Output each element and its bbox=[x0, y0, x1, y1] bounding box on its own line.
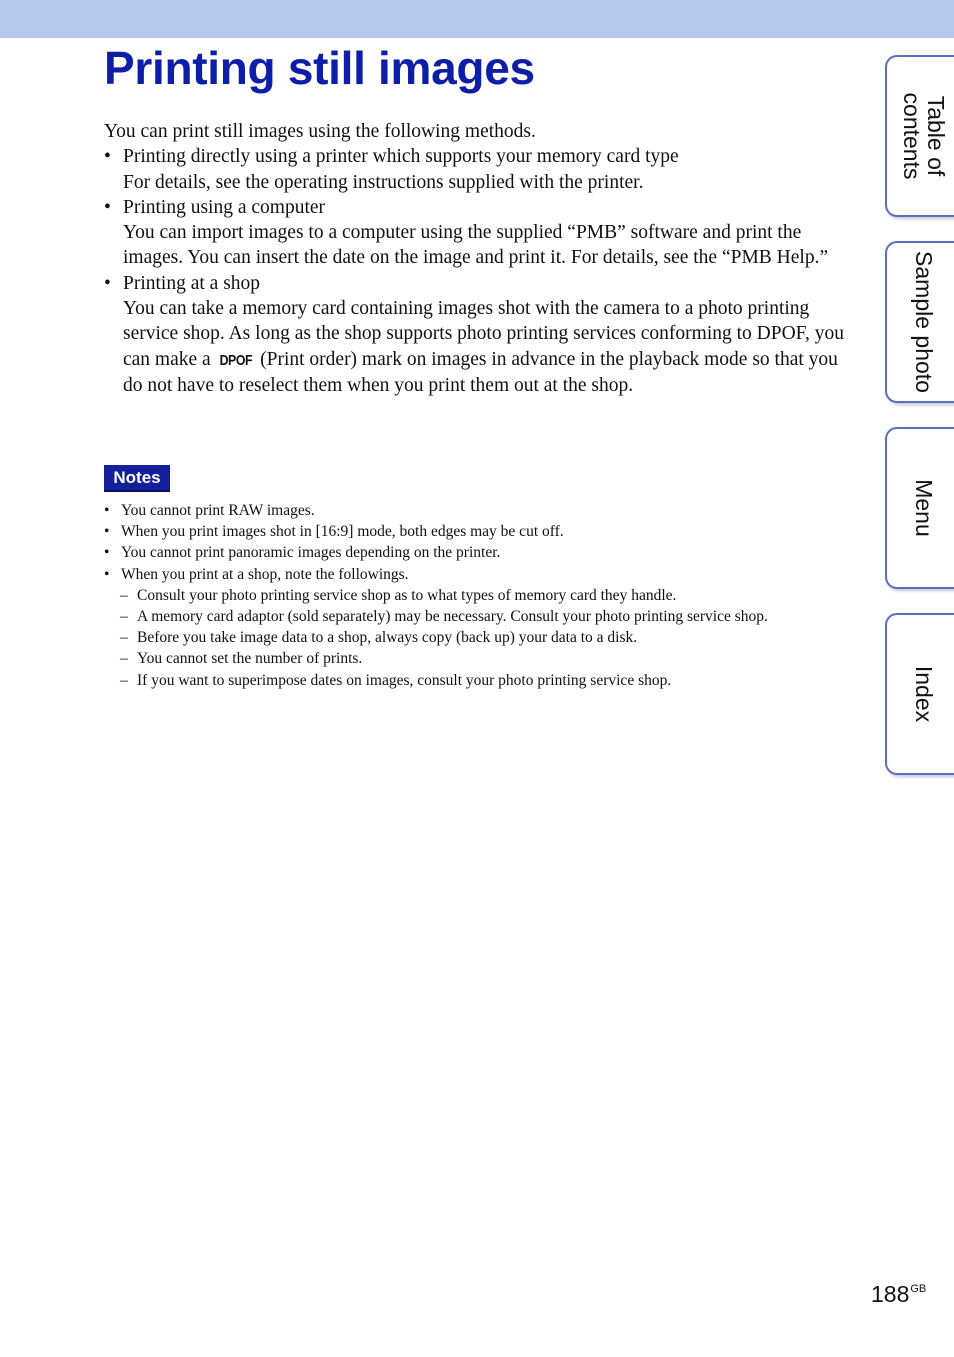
bullet-dot: • bbox=[104, 502, 110, 519]
dash-marker: – bbox=[120, 671, 128, 689]
method-detail: You can import images to a computer using the supplied “PMB” software and print the images. You can insert the date on the image and print it. For details, see the “PMB Help.” bbox=[123, 222, 829, 269]
tab-label: Index bbox=[910, 665, 937, 723]
body-text bbox=[104, 119, 849, 398]
tab-index[interactable] bbox=[885, 613, 954, 775]
dpof-print-order-icon: DPOF bbox=[219, 351, 252, 369]
note-text: When you print images shot in [16:9] mode, both edges may be cut off. bbox=[121, 523, 564, 541]
subnote-text: If you want to superimpose dates on images, consult your photo printing service shop. bbox=[137, 671, 672, 689]
tab-label: Sample photo bbox=[910, 251, 937, 393]
method-heading: Printing at a shop bbox=[123, 272, 261, 294]
note-text: When you print at a shop, note the followings. bbox=[121, 565, 409, 583]
bullet-dot: • bbox=[104, 272, 111, 294]
notes-badge: Notes bbox=[104, 465, 170, 492]
dash-marker: – bbox=[120, 650, 128, 668]
top-color-band bbox=[0, 0, 954, 38]
subnote-item bbox=[104, 585, 854, 606]
note-item bbox=[104, 521, 854, 542]
method-printer bbox=[104, 144, 849, 195]
bullet-dot: • bbox=[104, 196, 111, 218]
method-detail-text-continued: (Print order) mark on images in advance in the playback mode so that you do not have to reselect them when you print them out at the shop. bbox=[123, 348, 838, 396]
bullet-dot: • bbox=[104, 544, 110, 562]
bullet-dot: • bbox=[104, 523, 110, 541]
bullet-dot: • bbox=[104, 565, 110, 583]
subnote-text: Consult your photo printing service shop as to what types of memory card they handle. bbox=[137, 586, 677, 604]
subnote-item bbox=[104, 670, 854, 691]
subnote-text: You cannot set the number of prints. bbox=[137, 650, 363, 668]
method-detail: For details, see the operating instructions supplied with the printer. bbox=[123, 171, 644, 193]
method-detail bbox=[123, 296, 849, 398]
dash-marker: – bbox=[120, 629, 128, 647]
page-number bbox=[871, 1281, 926, 1308]
tab-sample-photo[interactable] bbox=[885, 241, 954, 403]
page-title: Printing still images bbox=[104, 42, 535, 94]
subnote-item bbox=[104, 606, 854, 627]
tab-table-of-contents[interactable] bbox=[885, 55, 954, 217]
tab-label: Menu bbox=[910, 479, 937, 537]
page-number-suffix: GB bbox=[910, 1283, 927, 1295]
tab-label bbox=[900, 93, 948, 180]
subnote-text: Before you take image data to a shop, always copy (back up) your data to a disk. bbox=[137, 629, 638, 647]
subnote-text: A memory card adaptor (sold separately) may be necessary. Consult your photo printing service shop. bbox=[137, 608, 768, 626]
note-item bbox=[104, 564, 854, 585]
tab-label-line: Table of bbox=[922, 95, 949, 177]
page-number-value: 188 bbox=[871, 1281, 910, 1307]
method-detail-text: You can take a memory card containing images shot with the camera to a photo printing service shop. As long as the shop supports photo printing services conforming to DPOF, you can make a bbox=[123, 298, 844, 370]
subnote-item bbox=[104, 627, 854, 648]
dash-marker: – bbox=[120, 586, 128, 604]
dash-marker: – bbox=[120, 608, 128, 626]
method-computer bbox=[104, 195, 849, 271]
note-text: You cannot print RAW images. bbox=[121, 502, 315, 519]
method-heading: Printing directly using a printer which supports your memory card type bbox=[123, 146, 679, 168]
note-item bbox=[104, 542, 854, 563]
note-item bbox=[104, 500, 854, 521]
tab-label-line: contents bbox=[898, 92, 925, 180]
note-text: You cannot print panoramic images depending on the printer. bbox=[121, 544, 501, 562]
tab-menu[interactable] bbox=[885, 427, 954, 589]
bullet-dot: • bbox=[104, 146, 111, 168]
notes-list bbox=[104, 500, 854, 691]
method-heading: Printing using a computer bbox=[123, 196, 326, 218]
intro-paragraph: You can print still images using the following methods. bbox=[104, 121, 536, 142]
subnote-item bbox=[104, 648, 854, 669]
method-shop bbox=[104, 271, 849, 398]
